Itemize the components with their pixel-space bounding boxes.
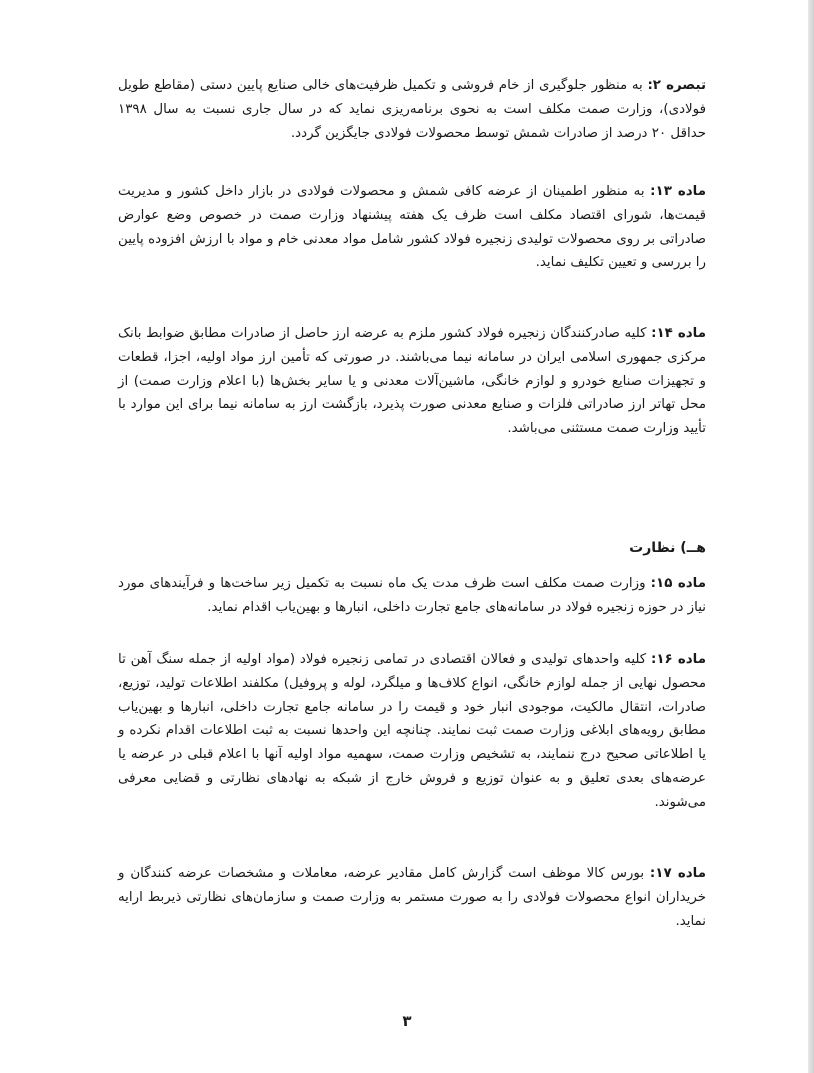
page-number: ۳: [402, 1012, 412, 1030]
article-14-paragraph: [118, 322, 706, 441]
section-heading-supervision: هــ) نظارت: [629, 540, 706, 556]
article-16-label: ماده ۱۶:: [650, 652, 706, 667]
article-16-paragraph: [118, 648, 706, 815]
article-16-text: کلیه واحدهای تولیدی و فعالان اقتصادی در تمامی زنجیره فولاد (مواد اولیه از جمله سنگ آهن تا محصول نهایی از جمله لوازم خانگی، انواع کلاف‌ها و میلگرد، لوله و پروفیل) مکلفند اطلاعات تولید، توزیع، صادرات، انتقال مالکیت، موجودی انبار خود و قیمت را در سامانه جامع تجارت داخلی، انبارها و بهین‌یاب مطابق رویه‌های ابلاغی وزارت صمت ثبت نمایند. چنانچه این واحدها نسبت به ثبت اطلاعات اقدام نکرده و یا اطلاعاتی صحیح درج ننمایند، به تشخیص وزارت صمت، سهمیه مواد اولیه آنها با اعلام قبلی در عرضه یا عرضه‌های بعدی تعلیق و به عنوان توزیع و فروش خارج از شبکه به نهادهای نظارتی و قضایی معرفی می‌شوند.: [118, 652, 706, 810]
article-17-text: بورس کالا موظف است گزارش کامل مقادیر عرضه، معاملات و مشخصات عرضه کنندگان و خریداران انواع محصولات فولادی را به صورت مستمر به وزارت صمت و سازمان‌های نظارتی ذیربط ارایه نماید.: [118, 866, 706, 929]
article-15-paragraph: [118, 572, 706, 620]
note-2-label: تبصره ۲:: [647, 78, 706, 93]
note-2-text: به منظور جلوگیری از خام فروشی و تکمیل ظرفیت‌های خالی صنایع پایین دستی (مقاطع طویل فولادی)، وزارت صمت مکلف است به نحوی برنامه‌ریزی نماید که در سال جاری نسبت به سال ۱۳۹۸ حداقل ۲۰ درصد از صادرات شمش توسط محصولات فولادی جایگزین گردد.: [118, 78, 706, 141]
note-2-paragraph: [118, 74, 706, 145]
article-14-text: کلیه صادرکنندگان زنجیره فولاد کشور ملزم به عرضه ارز حاصل از صادرات مطابق ضوابط بانک مرکزی جمهوری اسلامی ایران در سامانه نیما می‌باشند. در صورتی که تأمین ارز مواد اولیه، اجزا، قطعات و تجهیزات صنایع خودرو و لوازم خانگی، ماشین‌آلات معدنی و یا سایر بخش‌ها (با اعلام وزارت صمت) از محل تهاتر ارز صادراتی فلزات و صنایع معدنی صورت پذیرد، بازگشت ارز به سامانه نیما برای این موارد با تأیید وزارت صمت مستثنی می‌باشد.: [118, 326, 706, 437]
article-15-label: ماده ۱۵:: [650, 576, 706, 591]
article-15-text: وزارت صمت مکلف است ظرف مدت یک ماه نسبت به تکمیل زیر ساخت‌ها و فرآیندهای مورد نیاز در حوزه زنجیره فولاد در سامانه‌های جامع تجارت داخلی، انبارها و بهین‌یاب اقدام نماید.: [118, 576, 706, 615]
article-13-label: ماده ۱۳:: [650, 184, 706, 199]
page-edge-shadow: [808, 0, 814, 1073]
article-13-text: به منظور اطمینان از عرضه کافی شمش و محصولات فولادی در بازار داخل کشور و مدیریت قیمت‌ها، شورای اقتصاد مکلف است ظرف یک هفته پیشنهاد وزارت صمت در خصوص وضع عوارض صادراتی بر روی محصولات تولیدی زنجیره فولاد کشور شامل مواد معدنی خام و مواد با ارزش افزوده پایین را بررسی و تعیین تکلیف نماید.: [118, 184, 706, 271]
article-14-label: ماده ۱۴:: [651, 326, 706, 341]
article-17-paragraph: [118, 862, 706, 933]
article-13-paragraph: [118, 180, 706, 275]
article-17-label: ماده ۱۷:: [649, 866, 706, 881]
